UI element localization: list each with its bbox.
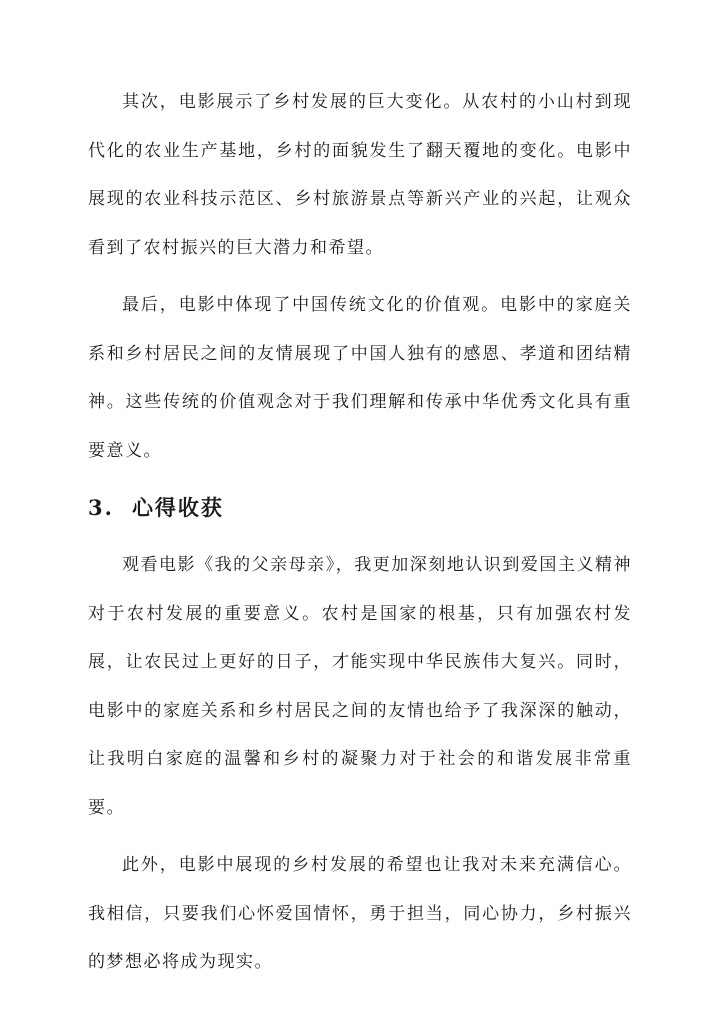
section-title: 心得收获	[131, 495, 224, 520]
paragraph-spacer	[88, 475, 632, 484]
paragraph-traditional-values: 最后，电影中体现了中国传统文化的价值观。电影中的家庭关系和乡村居民之间的友情展现了中国人独有的感恩、孝道和团结精神。这些传统的价值观念对于我们理解和传承中华优秀文化具有重要意义。	[88, 295, 632, 461]
paragraph-spacer	[88, 532, 632, 541]
section-heading	[88, 484, 632, 532]
paragraph-development-changes: 其次，电影展示了乡村发展的巨大变化。从农村的小山村到现代化的农业生产基地，乡村的面貌发生了翻天覆地的变化。电影中展现的农业科技示范区、乡村旅游景点等新兴产业的兴起，让观众看到了农村振兴的巨大潜力和希望。	[88, 92, 632, 258]
paragraph-spacer	[88, 272, 632, 281]
section-number: 3.	[88, 495, 114, 520]
paragraph-spacer	[88, 832, 632, 841]
document-page	[88, 78, 632, 987]
paragraph-reflection: 观看电影《我的父亲母亲》，我更加深刻地认识到爱国主义精神对于农村发展的重要意义。农村是国家的根基，只有加强农村发展，让农民过上更好的日子，才能实现中华民族伟大复兴。同时，电影中的家庭关系和乡村居民之间的友情也给予了我深深的触动，让我明白家庭的温馨和乡村的凝聚力对于社会的和谐发展非常重要。	[88, 555, 632, 818]
paragraph-hope: 此外，电影中展现的乡村发展的希望也让我对未来充满信心。我相信，只要我们心怀爱国情怀，勇于担当，同心协力，乡村振兴的梦想必将成为现实。	[88, 855, 632, 972]
